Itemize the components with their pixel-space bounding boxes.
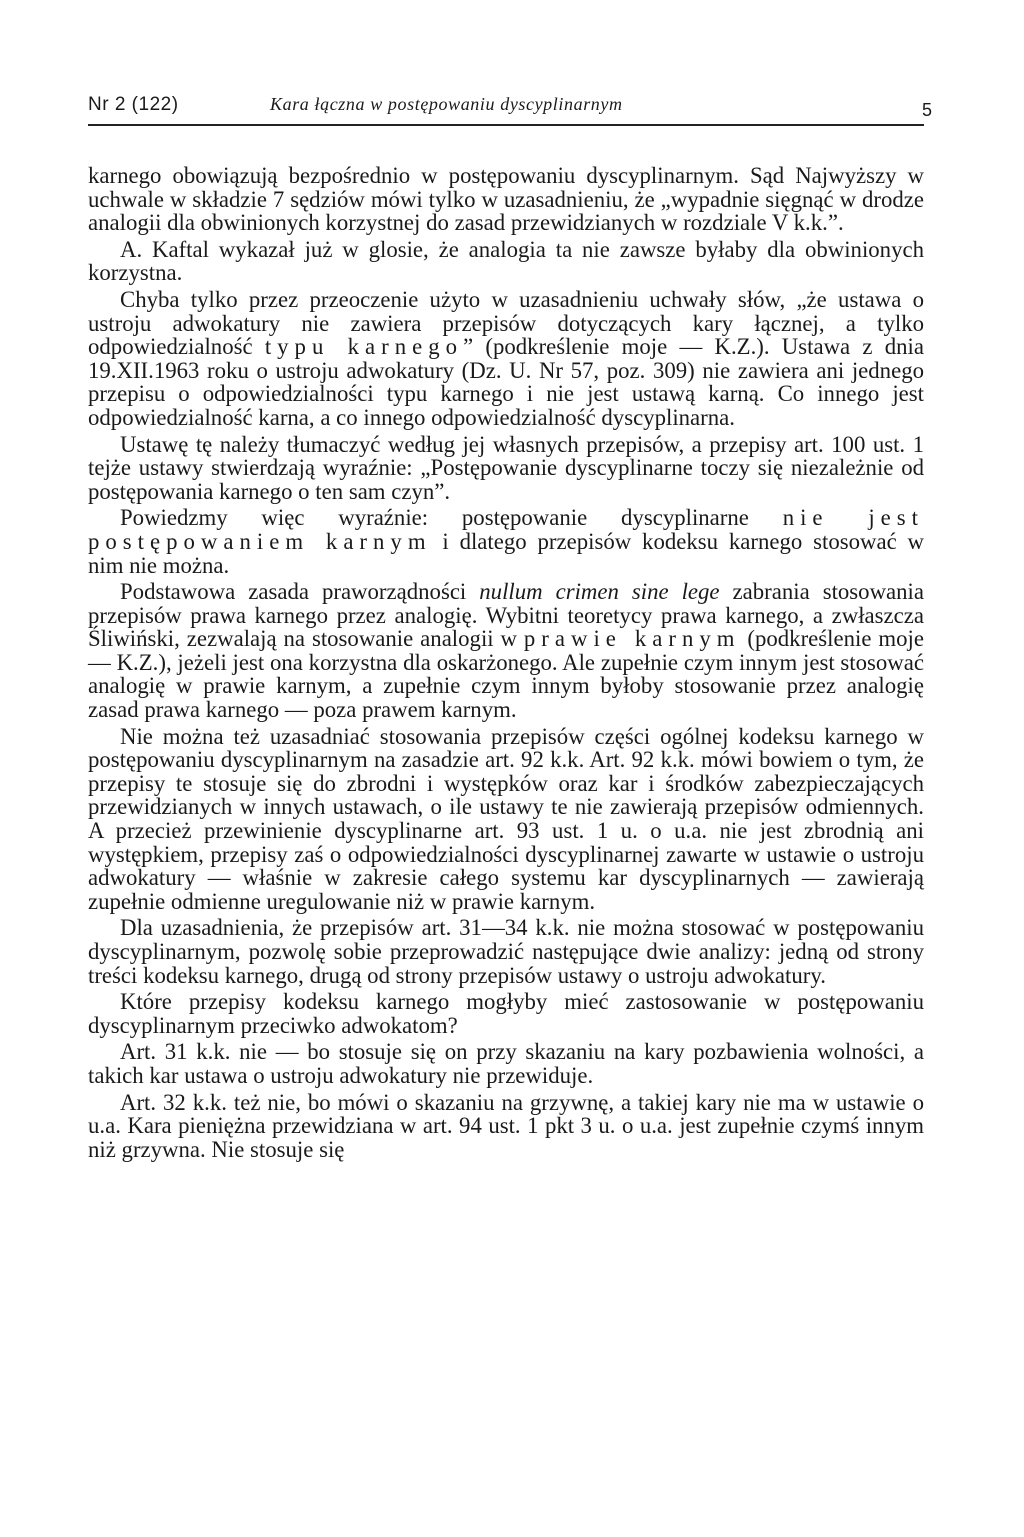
paragraph-text: ” (podkreślenie moje — K.Z.). Ustawa z dnia 19.XII.1963 roku o ustroju adwokatury (Dz. U. Nr 57, poz. 309) nie zawiera ani jednego przepisu o odpowiedzialności typu karnego i nie jest ustawą karną. Co innego jest odpowiedzialność karna, a co innego odpowiedzialność dyscyplinarna.: [88, 334, 924, 430]
paragraph-text: i dlatego przepisów kodeksu karnego stosować w nim nie można.: [88, 528, 924, 578]
paragraph-text: Podstawowa zasada praworządności: [120, 579, 480, 605]
article-body: [88, 164, 924, 1164]
paragraph: [88, 506, 924, 577]
spaced-emphasis: prawie karnym: [523, 626, 741, 652]
running-header: [88, 94, 932, 124]
paragraph-text: Chyba tylko przez przeoczenie użyto w uzasadnieniu uchwały słów, „że ustawa o ustroju adwokatury nie zawiera przepisów dotyczących kary łącznej, a tylko odpowiedzialność: [88, 286, 924, 360]
paragraph: Nie można też uzasadniać stosowania przepisów części ogólnej kodeksu karnego w postępowaniu dyscyplinarnym na zasadzie art. 92 k.k. Art. 92 k.k. mówi bowiem o tym, że przepisy te stosuje się do zbrodni i występków oraz kar i środków zabezpieczających przewidzianych w innych ustawach, o ile ustawy te nie zawierają przepisów odmiennych. A przecież przewinienie dyscyplinarne art. 93 ust. 1 u. o u.a. nie jest zbrodnią ani występkiem, przepisy zaś o odpowiedzialności dyscyplinarnej zawarte w ustawie o ustroju adwokatury — właśnie w zakresie całego systemu kar dyscyplinarnych — zawierają zupełnie odmienne uregulowanie niż w prawie karnym.: [88, 723, 924, 914]
paragraph: [88, 580, 924, 722]
paragraph: Ustawę tę należy tłumaczyć według jej własnych przepisów, a przepisy art. 100 ust. 1 tejże ustawy stwierdzają wyraźnie: „Postępowanie dyscyplinarne toczy się niezależnie od postępowania karnego o ten sam czyn”.: [88, 431, 924, 504]
paragraph-text: (podkreślenie moje — K.Z.), jeżeli jest ona korzystna dla oskarżonego. Ale zupełnie czym innym jest stosować analogię w prawie karnym, a zupełnie czym innym byłoby stosowanie przez analogię zasad prawa karnego — poza prawem karnym.: [88, 626, 924, 723]
paragraph: Dla uzasadnienia, że przepisów art. 31—34 k.k. nie można stosować w postępowaniu dyscyplinarnym, pozwolę sobie przeprowadzić następujące dwie analizy: jedną od strony treści kodeksu karnego, drugą od strony przepisów ustawy o ustroju adwokatury.: [88, 915, 924, 988]
spaced-emphasis: typu karnego: [264, 334, 464, 360]
paragraph: A. Kaftal wykazał już w glosie, że analogia ta nie zawsze byłaby dla obwinionych korzystna.: [88, 236, 924, 286]
header-rule: [88, 124, 924, 126]
paragraph-text: zabrania stosowania przepisów prawa karnego przez analogię. Wybitni teoretycy prawa karnego, a zwłaszcza Śliwiński, zezwalają na stosowanie analogii w: [88, 579, 925, 652]
paragraph: karnego obowiązują bezpośrednio w postępowaniu dyscyplinarnym. Sąd Najwyższy w uchwale w składzie 7 sędziów mówi tylko w uzasadnieniu, że „wypadnie sięgnąć w drodze analogii dla obwinionych korzystnej do zasad przewidzianych w rozdziale V k.k.”.: [88, 163, 924, 236]
latin-maxim: nullum crimen sine lege: [479, 579, 720, 605]
running-title: Kara łączna w postępowaniu dyscyplinarnym: [270, 94, 623, 114]
paragraph: Które przepisy kodeksu karnego mogłyby mieć zastosowanie w postępowaniu dyscyplinarnym przeciwko adwokatom?: [88, 989, 924, 1038]
spaced-emphasis: nie jest postępowaniem karnym: [88, 505, 924, 554]
paragraph: [88, 288, 924, 430]
paragraph-text: Powiedzmy więc wyraźnie: postępowanie dyscyplinarne: [120, 505, 783, 531]
issue-number: Nr 2 (122): [88, 94, 179, 115]
page-number: 5: [921, 100, 932, 120]
paragraph: Art. 32 k.k. też nie, bo mówi o skazaniu na grzywnę, a takiej kary nie ma w ustawie o u.a. Kara pieniężna przewidziana w art. 94 ust. 1 pkt 3 u. o u.a. jest zupełnie czymś innym niż grzywna. Nie stosuje się: [88, 1089, 924, 1162]
paragraph: Art. 31 k.k. nie — bo stosuje się on przy skazaniu na kary pozbawienia wolności, a takich kar ustawa o ustroju adwokatury nie przewiduje.: [88, 1039, 924, 1088]
